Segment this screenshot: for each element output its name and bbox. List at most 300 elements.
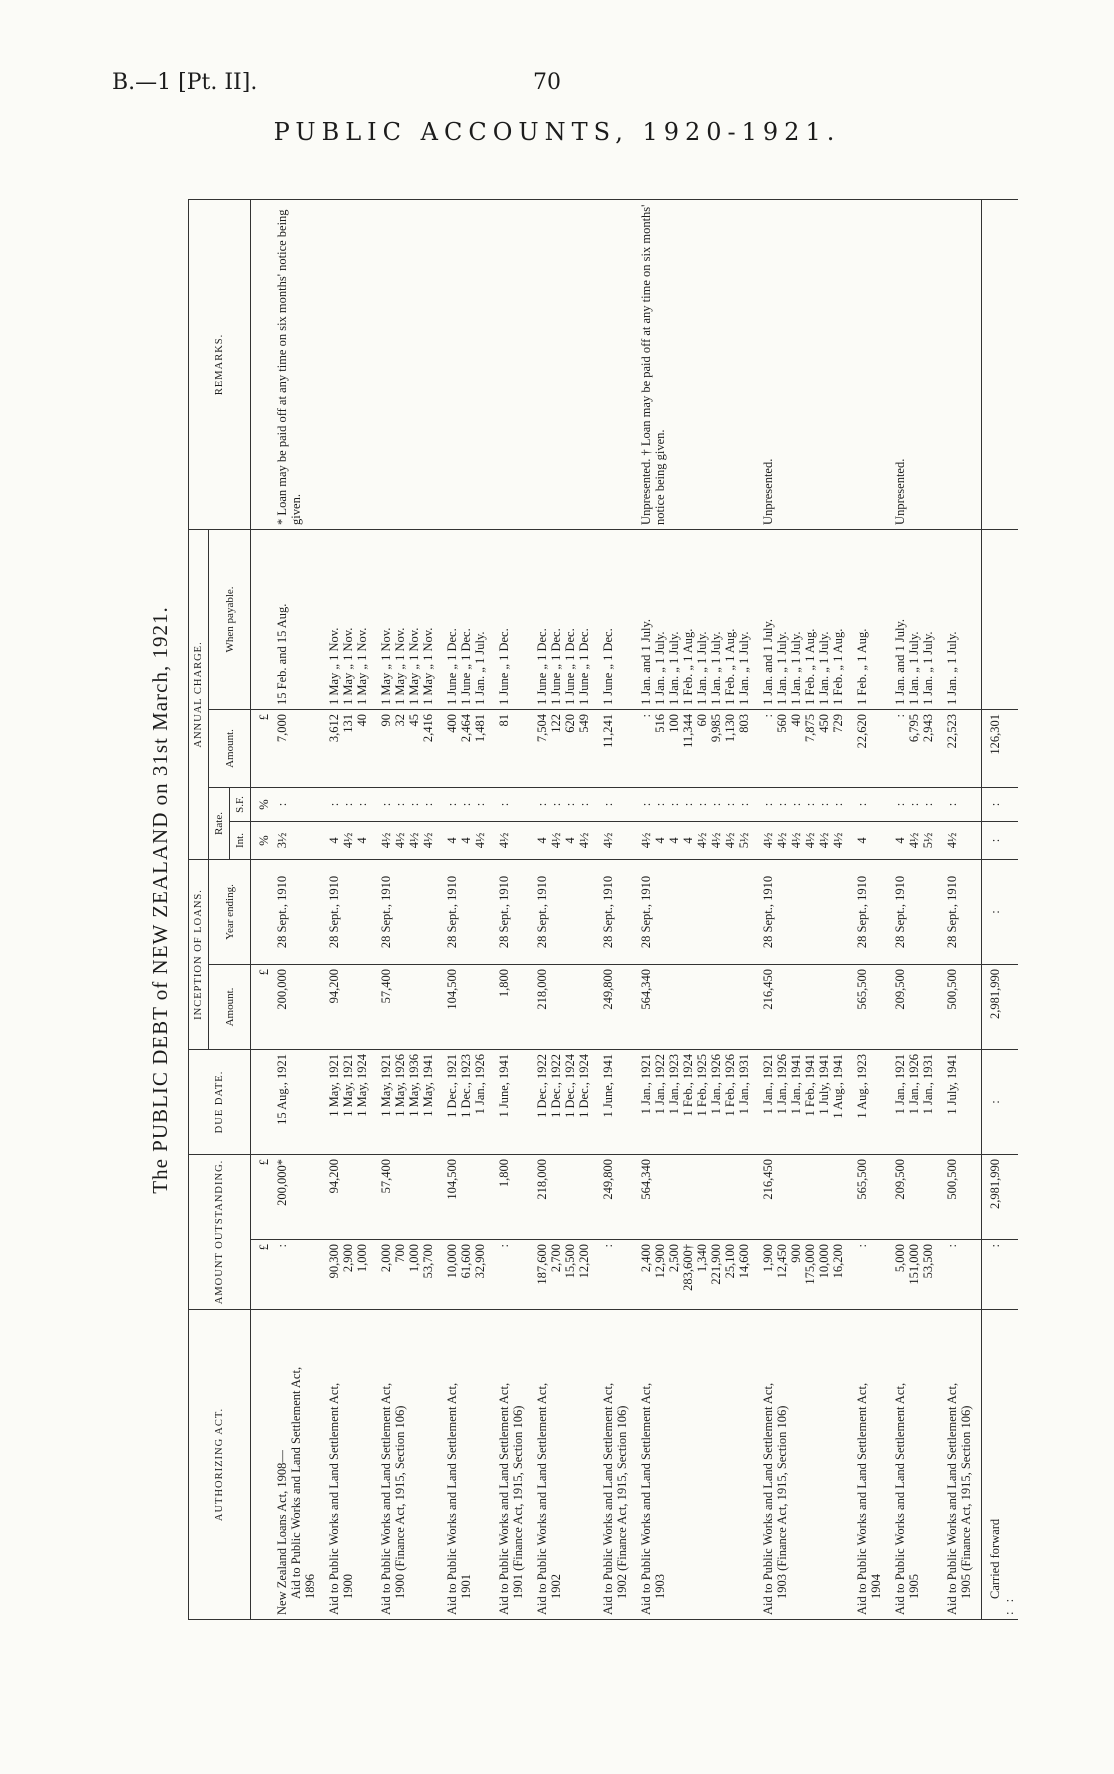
- table-title: The PUBLIC DEBT of NEW ZEALAND on 31st March, 1921.: [148, 606, 172, 1194]
- rate-int: 4½: [577, 832, 591, 849]
- remarks-cell: Unpresented.: [759, 199, 853, 529]
- rate-sf: :: [723, 802, 737, 807]
- rate-int: 4: [327, 837, 341, 844]
- outstanding-part: 221,900: [709, 1244, 723, 1285]
- when-payable: 1 Jan. „ 1 July.: [921, 631, 935, 705]
- due-date: 1 Feb., 1941: [803, 1053, 817, 1117]
- rate-sf: :: [709, 802, 723, 807]
- outstanding-part: 16,200: [831, 1244, 845, 1279]
- rate-sf: :: [803, 802, 817, 807]
- rate-int: 4: [459, 837, 473, 844]
- when-payable: 1 June „ 1 Dec.: [549, 628, 563, 705]
- when-payable-cell: [495, 529, 533, 709]
- rate-int: 4½: [831, 832, 845, 849]
- outstanding-total-cell: [637, 1154, 759, 1239]
- rate-int-cell: [599, 821, 637, 859]
- annual-amount: 1,130: [723, 713, 737, 743]
- rate-sf: :: [473, 802, 487, 807]
- inception-amount: 216,450: [761, 968, 775, 1010]
- rate-int-cell: [533, 821, 599, 859]
- header-due: DUE DATE.: [189, 1049, 251, 1154]
- remarks-cell: [443, 199, 495, 529]
- act-line: Aid to Public Works and Land Settlement Act,: [379, 1382, 393, 1615]
- rate-int-cell: [325, 821, 377, 859]
- page-number: 70: [533, 70, 561, 95]
- outstanding-part: 15,500: [563, 1244, 577, 1279]
- table-row: [759, 199, 853, 1619]
- act-cell: [891, 1310, 943, 1620]
- remarks-cell: [325, 199, 377, 529]
- when-payable-cell: [943, 529, 981, 709]
- outstanding-parts-cell: [377, 1240, 443, 1310]
- outstanding-parts-cell: [533, 1240, 599, 1310]
- table-row: [637, 199, 759, 1619]
- rate-int: 4: [445, 837, 459, 844]
- outstanding-total: 1,800: [497, 1158, 511, 1188]
- rate-sf: :: [681, 802, 695, 807]
- annual-amount: :: [761, 713, 775, 718]
- rate-sf: :: [407, 802, 421, 807]
- when-payable: 1 Feb. „ 1 Aug.: [803, 628, 817, 705]
- annual-amount: 122: [549, 713, 563, 733]
- due-date-cell: [891, 1049, 943, 1154]
- outstanding-part: 10,000: [817, 1244, 831, 1279]
- rate-int: 5½: [921, 832, 935, 849]
- annual-amount-cell: [325, 709, 377, 787]
- unit-pct: %: [251, 821, 274, 859]
- unit-pound: £: [251, 709, 274, 787]
- carried-forward-dots: : :: [1001, 1595, 1016, 1615]
- rate-int: 3½: [275, 832, 289, 849]
- due-date-cell: [325, 1049, 377, 1154]
- header-ann-amount: Amount.: [209, 709, 251, 787]
- header-rate: Rate.: [209, 787, 230, 859]
- table-row: [943, 199, 981, 1619]
- rate-sf-cell: [891, 787, 943, 821]
- outstanding-part: 2,900: [341, 1244, 355, 1273]
- rate-int-cell: [273, 821, 325, 859]
- outstanding-part: 700: [393, 1244, 407, 1263]
- act-line: Aid to Public Works and Land Settlement Act,: [601, 1382, 615, 1615]
- rate-int: 4½: [761, 832, 775, 849]
- act-line: 1901: [459, 1574, 473, 1599]
- due-date: 1 July, 1941: [945, 1053, 959, 1115]
- header-annual: ANNUAL CHARGE.: [189, 529, 209, 859]
- carried-parts: :: [981, 1240, 1018, 1310]
- rate-sf: :: [445, 802, 459, 807]
- header-act: AUTHORIZING ACT.: [189, 1310, 251, 1620]
- act-cell: [443, 1310, 495, 1620]
- table-row: [533, 199, 599, 1619]
- rate-int-cell: [853, 821, 891, 859]
- due-date: 1 Jan., 1921: [893, 1053, 907, 1115]
- outstanding-parts-cell: [853, 1240, 891, 1310]
- page-code: B.—1 [Pt. II].: [112, 70, 258, 95]
- due-date-cell: [377, 1049, 443, 1154]
- due-date: 1 May, 1921: [327, 1053, 341, 1117]
- annual-amount: 131: [341, 713, 355, 733]
- year-ending: 28 Sept., 1910: [275, 875, 289, 949]
- outstanding-total-cell: [943, 1154, 981, 1239]
- inception-amount: 94,200: [327, 968, 341, 1004]
- rate-sf-cell: [759, 787, 853, 821]
- due-date: 1 Jan., 1923: [667, 1053, 681, 1115]
- year-ending-cell: [377, 859, 443, 964]
- annual-amount: :: [893, 713, 907, 718]
- when-payable: 1 Jan. „ 1 July.: [775, 631, 789, 705]
- when-payable-cell: [533, 529, 599, 709]
- act-line: 1905 (Finance Act, 1915, Section 106): [959, 1405, 973, 1599]
- rate-int-cell: [759, 821, 853, 859]
- outstanding-part: 2,500: [667, 1244, 681, 1273]
- when-payable-cell: [637, 529, 759, 709]
- due-date: 1 May, 1921: [341, 1053, 355, 1117]
- when-payable: 1 Jan. „ 1 July.: [709, 631, 723, 705]
- annual-amount-cell: [637, 709, 759, 787]
- annual-amount-cell: [273, 709, 325, 787]
- annual-amount: 2,416: [421, 713, 435, 743]
- rate-sf: :: [737, 802, 751, 807]
- rate-int: 4½: [789, 832, 803, 849]
- rate-sf: :: [639, 802, 653, 807]
- when-payable: 1 Jan. „ 1 July.: [907, 631, 921, 705]
- rate-int-cell: [495, 821, 533, 859]
- remarks-cell: [533, 199, 599, 529]
- units-row: [251, 199, 274, 1619]
- carried-forward-label: [981, 1310, 1018, 1620]
- remarks-cell: Unpresented. † Loan may be paid off at any time on six months' notice being given.: [637, 199, 759, 529]
- outstanding-total-cell: [599, 1154, 637, 1239]
- inception-amount: 104,500: [445, 968, 459, 1010]
- when-payable: 1 June „ 1 Dec.: [535, 628, 549, 705]
- rate-sf-cell: [495, 787, 533, 821]
- outstanding-parts-cell: [943, 1240, 981, 1310]
- header-remarks: REMARKS.: [189, 199, 251, 529]
- outstanding-total: 565,500: [855, 1158, 869, 1200]
- rate-sf: :: [535, 802, 549, 807]
- year-ending: 28 Sept., 1910: [761, 875, 775, 949]
- year-ending: 28 Sept., 1910: [379, 875, 393, 949]
- annual-amount: 2,464: [459, 713, 473, 743]
- act-cell: [759, 1310, 853, 1620]
- annual-amount-cell: [891, 709, 943, 787]
- inception-amount-cell: [637, 964, 759, 1049]
- rate-sf: :: [831, 802, 845, 807]
- outstanding-total: 94,200: [327, 1158, 341, 1194]
- when-payable: 1 Feb. „ 1 Aug.: [855, 628, 869, 705]
- outstanding-part: 10,000: [445, 1244, 459, 1279]
- outstanding-parts-cell: [637, 1240, 759, 1310]
- when-payable: 1 May „ 1 Nov.: [393, 627, 407, 705]
- rate-int: 4: [893, 837, 907, 844]
- due-date: 1 Jan., 1921: [761, 1053, 775, 1115]
- rate-sf: :: [789, 802, 803, 807]
- due-date: 1 June, 1941: [497, 1053, 511, 1118]
- due-date: 1 Jan., 1921: [639, 1053, 653, 1115]
- act-line: Aid to Public Works and Land Settlement Act,: [289, 1366, 303, 1599]
- rate-sf: :: [577, 802, 591, 807]
- annual-amount-cell: [377, 709, 443, 787]
- table-row: [325, 199, 377, 1619]
- due-date: 1 Aug., 1941: [831, 1053, 845, 1119]
- remarks-cell: [853, 199, 891, 529]
- rate-sf-cell: [637, 787, 759, 821]
- annual-amount: 40: [789, 713, 803, 727]
- outstanding-parts-cell: [443, 1240, 495, 1310]
- annual-amount: 6,795: [907, 713, 921, 743]
- when-payable-cell: [599, 529, 637, 709]
- outstanding-part: :: [945, 1244, 959, 1248]
- rate-int: 4½: [497, 832, 511, 849]
- due-date: 1 Feb., 1925: [695, 1053, 709, 1117]
- year-ending: 28 Sept., 1910: [639, 875, 653, 949]
- unit-pound: £: [251, 1154, 274, 1239]
- outstanding-part: 5,000: [893, 1244, 907, 1273]
- table-row: [495, 199, 533, 1619]
- act-line: Aid to Public Works and Land Settlement Act,: [497, 1382, 511, 1615]
- annual-amount: 450: [817, 713, 831, 733]
- inception-amount: 200,000: [275, 968, 289, 1010]
- act-line: 1896: [303, 1574, 317, 1599]
- rate-int: 4: [563, 837, 577, 844]
- act-line: 1901 (Finance Act, 1915, Section 106): [511, 1405, 525, 1599]
- annual-amount: 90: [379, 713, 393, 727]
- year-ending: 28 Sept., 1910: [535, 875, 549, 949]
- outstanding-parts-cell: [325, 1240, 377, 1310]
- carried-forward-text: Carried forward: [987, 1518, 1002, 1599]
- rate-int: 4: [653, 837, 667, 844]
- when-payable: 1 Jan. „ 1 July.: [737, 631, 751, 705]
- rate-sf: :: [275, 802, 289, 807]
- inception-amount: 500,500: [945, 968, 959, 1010]
- outstanding-total-cell: [853, 1154, 891, 1239]
- rate-sf: :: [549, 802, 563, 807]
- carried-sf: :: [981, 787, 1018, 821]
- outstanding-total: 200,000*: [275, 1158, 289, 1206]
- when-payable: 1 Jan. and 1 July.: [761, 618, 775, 705]
- when-payable-cell: [273, 529, 325, 709]
- year-ending: 28 Sept., 1910: [445, 875, 459, 949]
- outstanding-part: 12,200: [577, 1244, 591, 1279]
- table-row: [377, 199, 443, 1619]
- carried-year: :: [981, 859, 1018, 964]
- annual-amount: 1,481: [473, 713, 487, 743]
- when-payable-cell: [443, 529, 495, 709]
- year-ending-cell: [599, 859, 637, 964]
- outstanding-part: :: [497, 1244, 511, 1248]
- rate-int-cell: [443, 821, 495, 859]
- act-cell: [325, 1310, 377, 1620]
- year-ending-cell: [943, 859, 981, 964]
- carried-remarks: [981, 199, 1018, 529]
- act-cell: [943, 1310, 981, 1620]
- outstanding-parts-cell: [759, 1240, 853, 1310]
- annual-amount: 22,620: [855, 713, 869, 749]
- outstanding-part: 32,900: [473, 1244, 487, 1279]
- annual-amount-cell: [495, 709, 533, 787]
- annual-amount: 9,985: [709, 713, 723, 743]
- rate-int-cell: [377, 821, 443, 859]
- outstanding-part: 61,600: [459, 1244, 473, 1279]
- rate-int: 4½: [407, 832, 421, 849]
- rate-int: 4: [355, 837, 369, 844]
- due-date: 1 May, 1941: [421, 1053, 435, 1117]
- due-date: 1 Jan., 1922: [653, 1053, 667, 1115]
- carried-due: :: [981, 1049, 1018, 1154]
- rate-sf: :: [421, 802, 435, 807]
- outstanding-total: 249,800: [601, 1158, 615, 1200]
- due-date: 1 May, 1936: [407, 1053, 421, 1117]
- annual-amount-cell: [599, 709, 637, 787]
- outstanding-part: 283,600†: [681, 1244, 695, 1291]
- inception-amount: 565,500: [855, 968, 869, 1010]
- inception-amount-cell: [443, 964, 495, 1049]
- outstanding-parts-cell: [495, 1240, 533, 1310]
- rate-sf: :: [907, 802, 921, 807]
- due-date: 15 Aug., 1921: [275, 1053, 289, 1125]
- inception-amount: 564,340: [639, 968, 653, 1010]
- act-cell: [377, 1310, 443, 1620]
- unit-pound: £: [251, 1240, 274, 1310]
- rate-sf: :: [893, 802, 907, 807]
- carried-inception: 2,981,990: [981, 964, 1018, 1049]
- table-body: [251, 199, 1018, 1619]
- rate-int: 4½: [775, 832, 789, 849]
- outstanding-part: 53,700: [421, 1244, 435, 1279]
- when-payable-cell: [853, 529, 891, 709]
- rate-int: 4½: [723, 832, 737, 849]
- when-payable-cell: [377, 529, 443, 709]
- carried-int: :: [981, 821, 1018, 859]
- rate-int: 4½: [695, 832, 709, 849]
- rate-int: 4½: [907, 832, 921, 849]
- rate-sf: :: [921, 802, 935, 807]
- rate-sf: :: [945, 802, 959, 807]
- rate-int: 4: [667, 837, 681, 844]
- annual-amount: 40: [355, 713, 369, 727]
- year-ending-cell: [759, 859, 853, 964]
- act-line: Aid to Public Works and Land Settlement Act,: [761, 1382, 775, 1615]
- when-payable: 1 Jan. „ 1 July.: [945, 631, 959, 705]
- inception-amount-cell: [853, 964, 891, 1049]
- outstanding-total: 216,450: [761, 1158, 775, 1200]
- due-date: 1 June, 1941: [601, 1053, 615, 1118]
- rate-int: 5½: [737, 832, 751, 849]
- rate-int: 4½: [473, 832, 487, 849]
- due-date-cell: [943, 1049, 981, 1154]
- inception-amount-cell: [943, 964, 981, 1049]
- rate-int: 4: [535, 837, 549, 844]
- rate-int: 4: [681, 837, 695, 844]
- annual-amount: 7,875: [803, 713, 817, 743]
- rate-int: 4½: [601, 832, 615, 849]
- annual-amount: 11,344: [681, 713, 695, 748]
- outstanding-part: 1,900: [761, 1244, 775, 1273]
- due-date: 1 Dec., 1924: [563, 1053, 577, 1118]
- act-line: 1902: [549, 1574, 563, 1599]
- annual-amount-cell: [759, 709, 853, 787]
- carried-forward-row: [981, 199, 1018, 1619]
- rate-int: 4½: [393, 832, 407, 849]
- year-ending-cell: [853, 859, 891, 964]
- act-line: Aid to Public Works and Land Settlement Act,: [327, 1382, 341, 1615]
- act-cell: [533, 1310, 599, 1620]
- when-payable: 1 May „ 1 Nov.: [341, 627, 355, 705]
- outstanding-parts-cell: [891, 1240, 943, 1310]
- year-ending: 28 Sept., 1910: [855, 875, 869, 949]
- rotated-table-area: [140, 180, 1016, 1620]
- when-payable: 1 Jan. and 1 July.: [639, 618, 653, 705]
- rate-sf: :: [695, 802, 709, 807]
- year-ending-cell: [637, 859, 759, 964]
- inception-amount: 249,800: [601, 968, 615, 1010]
- outstanding-part: 151,000: [907, 1244, 921, 1285]
- annual-amount: 45: [407, 713, 421, 727]
- year-ending-cell: [273, 859, 325, 964]
- rate-int: 4½: [421, 832, 435, 849]
- rate-sf-cell: [853, 787, 891, 821]
- when-payable: 1 June „ 1 Dec.: [563, 628, 577, 705]
- outstanding-part: 14,600: [737, 1244, 751, 1279]
- inception-amount-cell: [759, 964, 853, 1049]
- year-ending: 28 Sept., 1910: [601, 875, 615, 949]
- rate-int: 4½: [639, 832, 653, 849]
- table-row: [273, 199, 325, 1619]
- annual-amount-cell: [443, 709, 495, 787]
- outstanding-total-cell: [377, 1154, 443, 1239]
- when-payable: 1 May „ 1 Nov.: [421, 627, 435, 705]
- act-line: Aid to Public Works and Land Settlement Act,: [639, 1382, 653, 1615]
- due-date: 1 May, 1921: [379, 1053, 393, 1117]
- outstanding-part: 12,900: [653, 1244, 667, 1279]
- rate-sf-cell: [443, 787, 495, 821]
- rate-sf-cell: [273, 787, 325, 821]
- when-payable: 1 Feb. „ 1 Aug.: [831, 628, 845, 705]
- when-payable: 1 May „ 1 Nov.: [379, 627, 393, 705]
- when-payable: 1 Jan. „ 1 July.: [473, 631, 487, 705]
- due-date: 1 May, 1926: [393, 1053, 407, 1117]
- due-date: 1 Jan., 1926: [907, 1053, 921, 1115]
- outstanding-part: 2,400: [639, 1244, 653, 1273]
- rate-int: 4½: [549, 832, 563, 849]
- rate-sf-cell: [943, 787, 981, 821]
- annual-amount: 560: [775, 713, 789, 733]
- outstanding-part: 1,340: [695, 1244, 709, 1273]
- when-payable-cell: [759, 529, 853, 709]
- outstanding-part: 2,700: [549, 1244, 563, 1273]
- act-line: 1903: [653, 1574, 667, 1599]
- outstanding-parts-cell: [273, 1240, 325, 1310]
- table-row: [853, 199, 891, 1619]
- table-row: [443, 199, 495, 1619]
- annual-amount: 400: [445, 713, 459, 733]
- due-date: 1 Jan., 1941: [789, 1053, 803, 1115]
- due-date-cell: [273, 1049, 325, 1154]
- act-line: 1902 (Finance Act, 1915, Section 106): [615, 1405, 629, 1599]
- when-payable: 1 Jan. and 1 July.: [893, 618, 907, 705]
- due-date-cell: [853, 1049, 891, 1154]
- rate-int-cell: [891, 821, 943, 859]
- rate-int: 4½: [379, 832, 393, 849]
- due-date: 1 Jan., 1926: [775, 1053, 789, 1115]
- outstanding-part: :: [275, 1244, 289, 1248]
- due-date: 1 Dec., 1922: [549, 1053, 563, 1118]
- act-line: 1905: [907, 1574, 921, 1599]
- rate-sf: :: [563, 802, 577, 807]
- rate-sf: :: [341, 802, 355, 807]
- year-ending: 28 Sept., 1910: [327, 875, 341, 949]
- outstanding-total-cell: [443, 1154, 495, 1239]
